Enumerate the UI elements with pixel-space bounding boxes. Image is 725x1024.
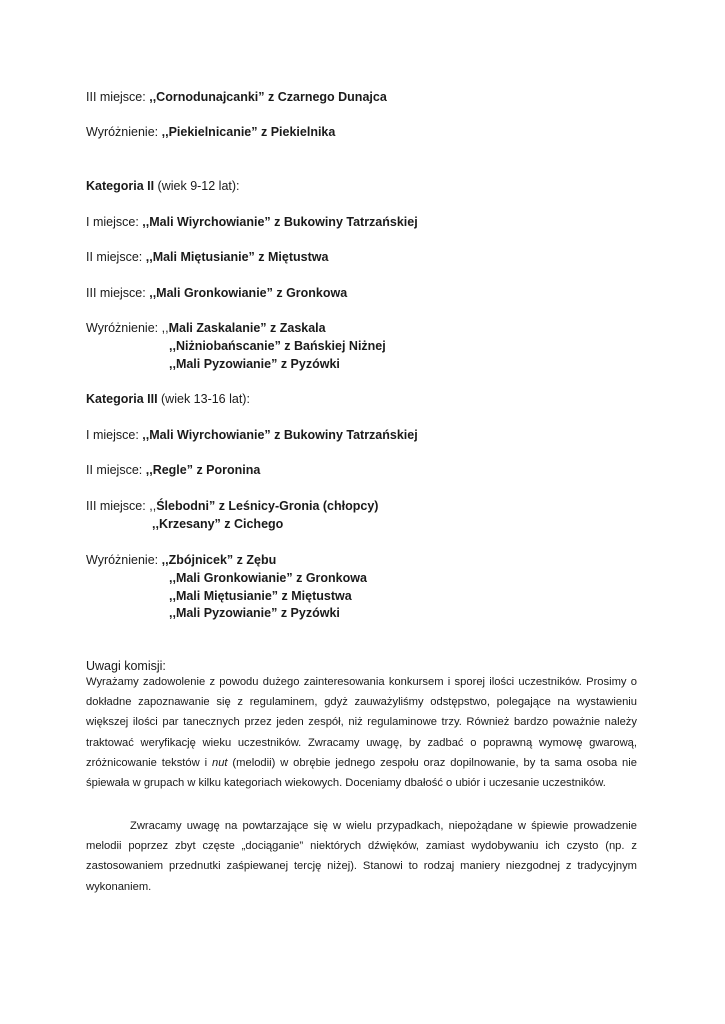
k3-honor-4: ,,Mali Pyzowianie” z Pyzówki bbox=[169, 606, 340, 620]
category-name: Kategoria III bbox=[86, 392, 158, 406]
place-label: III miejsce: bbox=[86, 286, 146, 300]
k2-first-place bbox=[86, 214, 418, 230]
place-value: ,,Mali Gronkowianie” z Gronkowa bbox=[149, 286, 348, 300]
category-age: (wiek 13-16 lat): bbox=[157, 392, 250, 406]
place-label: II miejsce: bbox=[86, 250, 143, 264]
k1-third-place bbox=[86, 89, 387, 105]
place-value: Mali Zaskalanie” z Zaskala bbox=[168, 321, 326, 335]
place-label: Wyróżnienie: bbox=[86, 553, 159, 567]
k3-title bbox=[86, 391, 250, 407]
place-label: I miejsce: bbox=[86, 428, 139, 442]
place-label: Wyróżnienie: bbox=[86, 321, 159, 335]
remarks-paragraph-2: Zwracamy uwagę na powtarzające się w wielu przypadkach, niepożądane w śpiewie prowadzenie melodii poprzez zbyt częste „dociąganie” niektórych dźwięków, zamiast wydobywaniu ich czysto (np. z zastosowaniem przednutki zaśpiewanej tercję niżej). Stanowi to rodzaj maniery niezgodnej z tradycyjnym wykonaniem. bbox=[86, 820, 637, 893]
k2-honor bbox=[86, 320, 326, 336]
category-age: (wiek 9-12 lat): bbox=[154, 179, 240, 193]
place-label: III miejsce: bbox=[86, 499, 146, 513]
paragraph-text: (melodii) w obrębie jednego zespołu oraz dopilnowanie, by ta sama osoba nie śpiewała w grupach w kilku kategoriach wiekowych. Doceniamy dbałość o ubiór i uczesanie uczestników. bbox=[86, 756, 637, 790]
place-value: Ślebodni” z Leśnicy-Gronia (chłopcy) bbox=[156, 499, 379, 513]
k2-third-place bbox=[86, 285, 347, 301]
place-label: I miejsce: bbox=[86, 215, 139, 229]
place-label: Wyróżnienie: bbox=[86, 125, 159, 139]
k2-second-place bbox=[86, 249, 328, 265]
k3-third-2: ,,Krzesany” z Cichego bbox=[152, 517, 284, 531]
place-label: II miejsce: bbox=[86, 463, 143, 477]
quote-prefix: ,, bbox=[161, 321, 169, 335]
place-value: ,,Mali Wiyrchowianie” z Bukowiny Tatrzańskiej bbox=[142, 215, 418, 229]
place-value: ,,Cornodunajcanki” z Czarnego Dunajca bbox=[149, 90, 387, 104]
italic-term: nut bbox=[211, 756, 228, 769]
place-value: ,,Mali Wiyrchowianie” z Bukowiny Tatrzańskiej bbox=[142, 428, 418, 442]
remarks-paragraph-1 bbox=[86, 672, 637, 793]
k3-second-place bbox=[86, 462, 260, 478]
k2-honor-2: ,,Niżniobańscanie” z Bańskiej Niżnej bbox=[169, 339, 386, 353]
quote-prefix: ,, bbox=[149, 499, 157, 513]
k2-title bbox=[86, 178, 240, 194]
paragraph-text: Wyrażamy zadowolenie z powodu dużego zainteresowania konkursem i sporej ilości uczestników. Prosimy o dokładne zapoznawanie się z regulaminem, gdyż zauważyliśmy odstępstwo, polegające na wystawieniu większej ilości par tanecznych przez jeden zespół, niż regulaminowe trzy. Również bardzo poważnie należy traktować weryfikację wieku uczestników. Zwracamy uwagę, by zadbać o poprawną wymowę gwarową, zróżnicowanie tekstów i bbox=[86, 676, 637, 769]
place-value: ,,Zbójnicek” z Zębu bbox=[161, 553, 277, 567]
k3-third-place bbox=[86, 498, 378, 514]
place-label: III miejsce: bbox=[86, 90, 146, 104]
place-value: ,,Mali Miętusianie” z Miętustwa bbox=[145, 250, 329, 264]
k3-honor bbox=[86, 552, 276, 568]
k1-honor bbox=[86, 124, 335, 140]
k3-first-place bbox=[86, 427, 418, 443]
k3-honor-2: ,,Mali Gronkowianie” z Gronkowa bbox=[169, 571, 367, 585]
k2-honor-3: ,,Mali Pyzowianie” z Pyzówki bbox=[169, 357, 340, 371]
place-value: ,,Regle” z Poronina bbox=[145, 463, 261, 477]
place-value: ,,Piekielnicanie” z Piekielnika bbox=[161, 125, 336, 139]
category-name: Kategoria II bbox=[86, 179, 155, 193]
remarks-heading: Uwagi komisji: bbox=[86, 659, 166, 673]
k3-honor-3: ,,Mali Miętusianie” z Miętustwa bbox=[169, 589, 352, 603]
